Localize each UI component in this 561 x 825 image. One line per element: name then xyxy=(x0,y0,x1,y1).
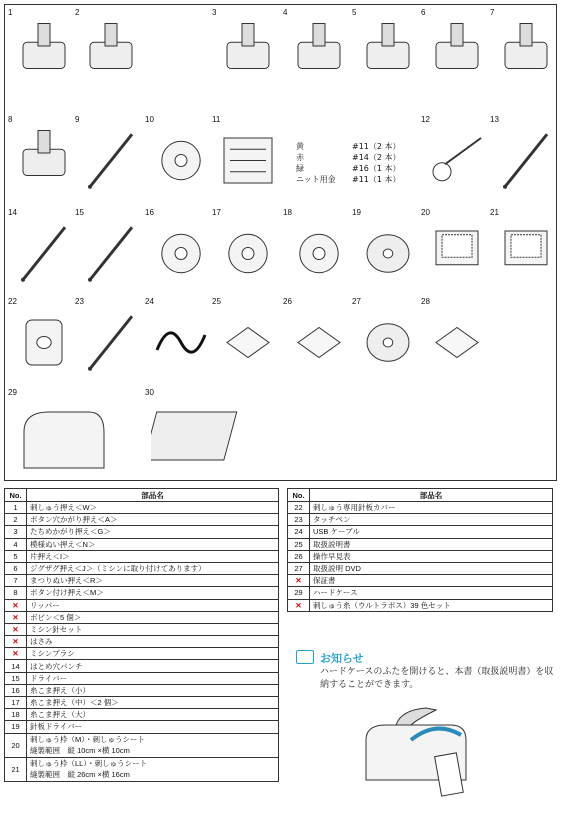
table-row xyxy=(288,550,553,562)
part-number: 20 xyxy=(421,208,430,217)
row-name: リッパー xyxy=(27,599,279,611)
row-name: 模様ぬい押え＜N＞ xyxy=(27,538,279,550)
part-number: 15 xyxy=(75,208,84,217)
quick-guide-icon xyxy=(289,305,349,384)
part-number: 2 xyxy=(75,8,80,17)
part-number: 12 xyxy=(421,115,430,124)
zigzag-foot-icon xyxy=(427,16,487,95)
table-row xyxy=(288,502,553,514)
spool-cap-large-icon xyxy=(289,216,349,295)
row-name: 操作早見表 xyxy=(310,550,553,562)
part-number: 7 xyxy=(490,8,495,17)
col-no-header: No. xyxy=(5,489,27,502)
table-row xyxy=(5,648,279,660)
blind-stitch-foot-icon xyxy=(496,16,556,95)
row-name: 片押え＜I＞ xyxy=(27,550,279,562)
row-number: 25 xyxy=(288,538,310,550)
needle-color: ニット用金 xyxy=(296,175,336,184)
part-number: 26 xyxy=(283,297,292,306)
monogramming-foot-icon xyxy=(289,16,349,95)
zipper-foot-icon xyxy=(358,16,418,95)
needle-color: 黄 xyxy=(296,142,304,151)
part-number: 6 xyxy=(421,8,426,17)
row-name: ミシン針セット xyxy=(27,623,279,635)
notice-box xyxy=(296,650,556,692)
table-row xyxy=(5,623,279,635)
row-name: ハードケース xyxy=(310,587,553,599)
removed-mark-icon: ✕ xyxy=(295,576,302,586)
needle-row xyxy=(296,174,401,185)
touch-pen-icon xyxy=(81,305,141,384)
warranty-card-icon xyxy=(427,305,487,384)
row-number xyxy=(288,575,310,587)
part-number: 23 xyxy=(75,297,84,306)
needle-spec: #16（1 本） xyxy=(352,164,401,173)
table-row xyxy=(288,514,553,526)
disc-screwdriver-icon xyxy=(358,216,418,295)
row-number xyxy=(288,599,310,611)
row-name: 刺しゅう専用針板カバー xyxy=(310,502,553,514)
row-name: 取扱説明 DVD xyxy=(310,562,553,574)
part-number: 14 xyxy=(8,208,17,217)
table-row xyxy=(5,684,279,696)
row-number: 14 xyxy=(5,660,27,672)
row-number: 20 xyxy=(5,733,27,757)
needle-color: 緑 xyxy=(296,164,304,173)
table-row xyxy=(5,502,279,514)
row-name: 取扱説明書 xyxy=(310,538,553,550)
removed-mark-icon: ✕ xyxy=(12,600,19,610)
row-number: 1 xyxy=(5,502,27,514)
notice-text: ハードケースのふたを開けると、本書（取扱説明書）を収納することができます。 xyxy=(320,667,554,690)
thread-set-icon xyxy=(151,396,251,480)
row-name: ボビン＜5 個＞ xyxy=(27,611,279,623)
row-name: 刺しゅう枠（LL）・刺しゅうシート 縫製範囲 縦 26cm ×横 16cm xyxy=(27,757,279,781)
part-number: 1 xyxy=(8,8,13,17)
cleaning-brush-icon xyxy=(496,123,556,202)
row-name: はとめ穴パンチ xyxy=(27,660,279,672)
needle-plate-cover-icon xyxy=(14,305,74,384)
row-name: タッチペン xyxy=(310,514,553,526)
row-number: 23 xyxy=(288,514,310,526)
row-name: USB ケーブル xyxy=(310,526,553,538)
needle-color: 赤 xyxy=(296,153,304,162)
row-number: 15 xyxy=(5,672,27,684)
table-row xyxy=(288,526,553,538)
row-number: 21 xyxy=(5,757,27,781)
screwdriver-icon xyxy=(81,216,141,295)
part-number: 28 xyxy=(421,297,430,306)
eyelet-punch-icon xyxy=(14,216,74,295)
overcasting-foot-icon xyxy=(218,16,278,95)
row-name: ボタン付け押え＜M＞ xyxy=(27,587,279,599)
table-row xyxy=(5,575,279,587)
row-name: ミシンブラシ xyxy=(27,648,279,660)
row-number: 5 xyxy=(5,550,27,562)
spool-cap-medium-icon xyxy=(218,216,278,295)
row-name: ドライバー xyxy=(27,672,279,684)
row-number: 29 xyxy=(288,587,310,599)
row-name: 針板ドライバー xyxy=(27,721,279,733)
part-number: 9 xyxy=(75,115,80,124)
row-number: 17 xyxy=(5,697,27,709)
table-row xyxy=(288,538,553,550)
row-name: 刺しゅう枠（M）・刺しゅうシート 縫製範囲 縦 10cm ×横 10cm xyxy=(27,733,279,757)
table-row xyxy=(5,757,279,781)
row-number xyxy=(5,611,27,623)
needle-spec: #11（1 本） xyxy=(352,175,401,184)
row-number: 8 xyxy=(5,587,27,599)
row-name: ボタン穴かがり押え＜A＞ xyxy=(27,514,279,526)
row-name: まつりぬい押え＜R＞ xyxy=(27,575,279,587)
row-number: 27 xyxy=(288,562,310,574)
part-number: 18 xyxy=(283,208,292,217)
embroidery-foot-icon xyxy=(14,16,74,95)
part-number: 22 xyxy=(8,297,17,306)
row-name: たちめかがり押え＜G＞ xyxy=(27,526,279,538)
scissors-icon xyxy=(427,123,487,202)
part-number: 11 xyxy=(212,115,221,124)
row-number: 22 xyxy=(288,502,310,514)
row-number: 24 xyxy=(288,526,310,538)
col-name-header: 部品名 xyxy=(27,489,279,502)
row-number xyxy=(5,636,27,648)
manual-icon xyxy=(218,305,278,384)
table-row xyxy=(288,599,553,611)
needle-set-icon xyxy=(218,123,278,202)
row-name: ジグザグ押え＜J＞（ミシンに取り付けてあります） xyxy=(27,562,279,574)
needle-row xyxy=(296,141,401,152)
spool-cap-small-icon xyxy=(151,216,211,295)
row-number: 2 xyxy=(5,514,27,526)
seam-ripper-icon xyxy=(81,123,141,202)
row-number: 3 xyxy=(5,526,27,538)
col-name-header: 部品名 xyxy=(310,489,553,502)
table-row xyxy=(288,575,553,587)
usb-cable-icon xyxy=(151,305,211,384)
row-name: 刺しゅう糸（ウルトラポス）39 色セット xyxy=(310,599,553,611)
row-number: 19 xyxy=(5,721,27,733)
part-number: 17 xyxy=(212,208,221,217)
table-row xyxy=(5,550,279,562)
row-number: 26 xyxy=(288,550,310,562)
part-number: 16 xyxy=(145,208,154,217)
hard-case-icon xyxy=(14,396,114,480)
part-number: 24 xyxy=(145,297,154,306)
table-row xyxy=(5,709,279,721)
table-row xyxy=(5,697,279,709)
book-note-icon xyxy=(296,650,314,664)
row-number: 18 xyxy=(5,709,27,721)
table-row xyxy=(5,587,279,599)
table-row xyxy=(288,587,553,599)
row-number xyxy=(5,599,27,611)
needle-row xyxy=(296,152,401,163)
row-name: 保証書 xyxy=(310,575,553,587)
part-number: 21 xyxy=(490,208,499,217)
removed-mark-icon: ✕ xyxy=(12,624,19,634)
row-name: 糸こま押え（小） xyxy=(27,684,279,696)
removed-mark-icon: ✕ xyxy=(295,600,302,610)
embroidery-frame-m-icon xyxy=(427,216,487,295)
needle-list xyxy=(296,141,401,185)
part-number: 10 xyxy=(145,115,154,124)
needle-spec: #11（2 本） xyxy=(352,142,401,151)
table-row xyxy=(5,611,279,623)
table-row xyxy=(5,526,279,538)
notice-title: お知らせ xyxy=(320,652,364,665)
part-number: 30 xyxy=(145,388,154,397)
row-number: 6 xyxy=(5,562,27,574)
table-row xyxy=(5,733,279,757)
table-row xyxy=(5,562,279,574)
row-number: 16 xyxy=(5,684,27,696)
hard-case-storage-icon xyxy=(356,700,476,800)
row-name: 刺しゅう押え＜W＞ xyxy=(27,502,279,514)
part-number: 3 xyxy=(212,8,217,17)
part-number: 4 xyxy=(283,8,288,17)
row-name: 糸こま押え（大） xyxy=(27,709,279,721)
dvd-icon xyxy=(358,305,418,384)
table-row xyxy=(5,636,279,648)
row-number: 7 xyxy=(5,575,27,587)
removed-mark-icon: ✕ xyxy=(12,612,19,622)
table-row xyxy=(5,660,279,672)
part-number: 25 xyxy=(212,297,221,306)
col-no-header: No. xyxy=(288,489,310,502)
needle-row xyxy=(296,163,401,174)
table-row xyxy=(5,599,279,611)
row-name: はさみ xyxy=(27,636,279,648)
row-name: 糸こま押え（中）＜2 個＞ xyxy=(27,697,279,709)
needle-spec: #14（2 本） xyxy=(352,153,401,162)
button-fitting-foot-icon xyxy=(14,123,74,202)
part-number: 8 xyxy=(8,115,13,124)
bobbin-icon xyxy=(151,123,211,202)
parts-table-left xyxy=(4,488,279,782)
table-row xyxy=(5,514,279,526)
table-row xyxy=(5,721,279,733)
removed-mark-icon: ✕ xyxy=(12,637,19,647)
buttonhole-foot-icon xyxy=(81,16,141,95)
part-number: 29 xyxy=(8,388,17,397)
part-number: 27 xyxy=(352,297,361,306)
row-number: 4 xyxy=(5,538,27,550)
table-row xyxy=(5,538,279,550)
part-number: 5 xyxy=(352,8,357,17)
table-row xyxy=(5,672,279,684)
removed-mark-icon: ✕ xyxy=(12,649,19,659)
part-number: 19 xyxy=(352,208,361,217)
parts-table-right xyxy=(287,488,553,612)
table-row xyxy=(288,562,553,574)
row-number xyxy=(5,623,27,635)
row-number xyxy=(5,648,27,660)
part-number: 13 xyxy=(490,115,499,124)
embroidery-frame-ll-icon xyxy=(496,216,556,295)
